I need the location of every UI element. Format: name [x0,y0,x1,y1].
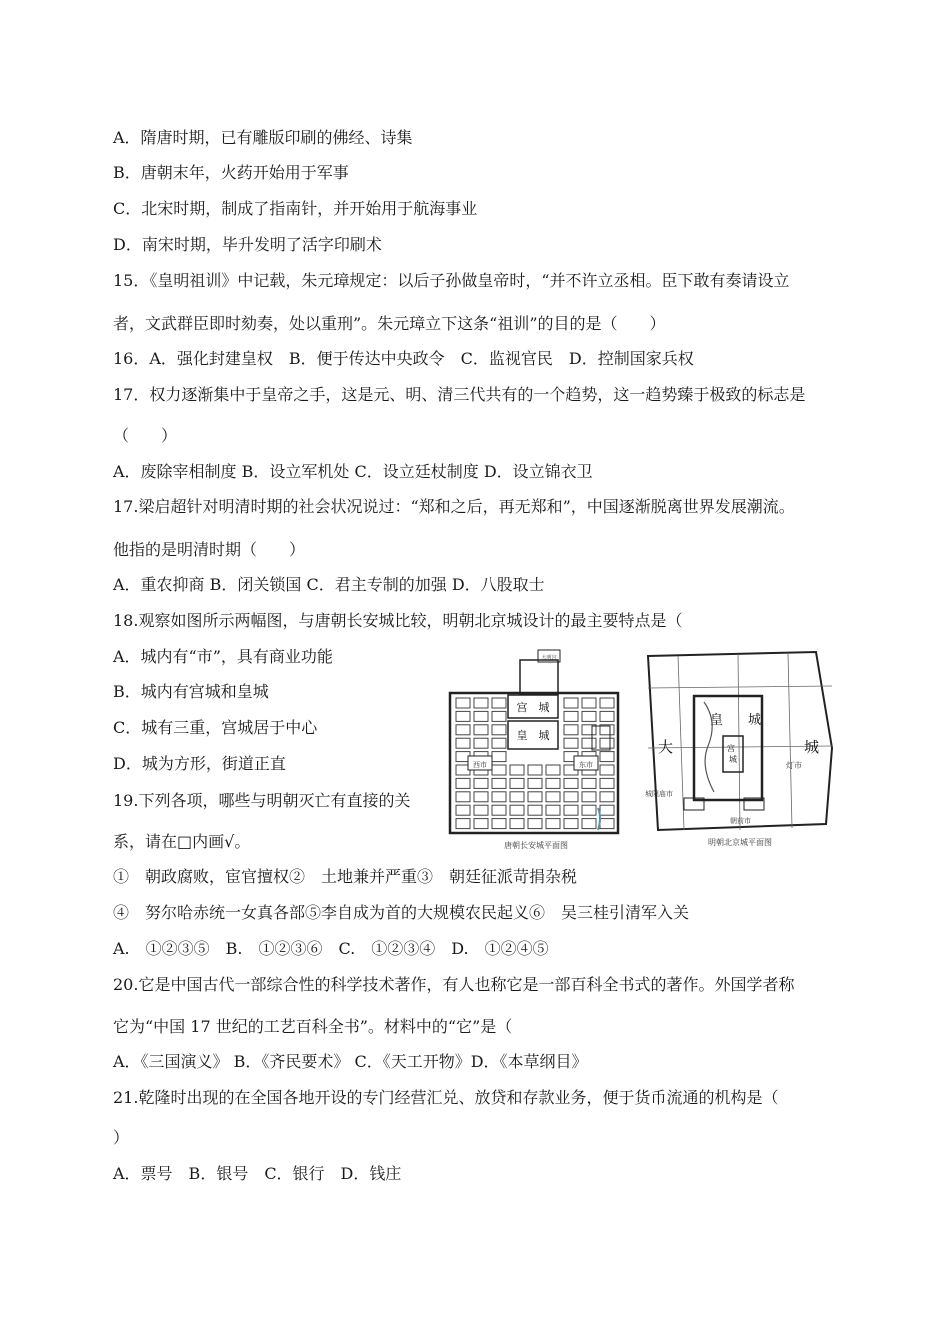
line-21c: A．票号 B．银号 C．银行 D．钱庄 [113,1164,402,1183]
beijing-cheng2-label: 城 [804,738,820,756]
city-block [600,738,614,748]
city-block [546,792,560,802]
beijing-da-label: 大 [658,738,674,756]
line-17b: （ ） [113,426,178,445]
city-block [600,765,614,775]
line-17e: 他指的是明清时期（ ） [113,540,306,559]
beijing-cheng1-label: 城 [748,713,762,728]
line-19e: A. ①②③⑤ B. ①②③⑥ C. ①②③④ D. ①②④⑤ [113,939,549,958]
changan-imperial-label: 皇 城 [516,729,550,742]
line-19c: ① 朝政腐败，宦官擅权② 土地兼并严重③ 朝廷征派苛捐杂税 [113,867,578,886]
city-block [600,805,614,815]
city-block [564,778,578,788]
line-18d: C．城有三重，宫城居于中心 [113,718,318,737]
city-block [456,711,470,721]
city-block [456,738,470,748]
city-block [600,698,614,708]
line-14b: B．唐朝末年，火药开始用于军事 [113,163,349,182]
changan-caption: 唐朝长安城平面图 [504,841,568,850]
city-block [546,765,560,775]
city-block [492,752,506,762]
city-block [564,805,578,815]
line-17f: A．重农抑商 B．闭关锁国 C．君主专制的加强 D．八股取士 [113,575,545,594]
city-block [492,765,506,775]
changan-top-label: 大明宫 [541,655,557,661]
city-block [564,792,578,802]
city-block [492,805,506,815]
line-14c: C．北宋时期，制成了指南针，并开始用于航海事业 [113,199,478,218]
city-block [546,819,560,829]
city-block [582,698,596,708]
city-block [474,738,488,748]
city-block [474,778,488,788]
city-block [564,725,578,735]
city-block [456,819,470,829]
city-block [474,805,488,815]
line-18e: D．城为方形，街道正直 [113,754,286,773]
changan-palace-label: 宫 城 [516,701,550,714]
city-block [510,805,524,815]
city-block [528,805,542,815]
city-block [582,778,596,788]
city-block [600,752,614,762]
city-block [600,792,614,802]
city-block [456,778,470,788]
city-block [564,738,578,748]
city-block [474,819,488,829]
city-block [582,819,596,829]
city-block [456,725,470,735]
city-block [546,805,560,815]
city-block [582,792,596,802]
line-14a: A．隋唐时期，已有雕版印刷的佛经、诗集 [113,128,413,147]
city-block [456,698,470,708]
line-16: 16．A．强化封建皇权 B．便于传达中央政令 C．监视官民 D．控制国家兵权 [113,349,694,368]
beijing-dengshi-label: 灯市 [786,761,802,770]
city-block [492,778,506,788]
changan-east-market-label: 东市 [579,761,593,769]
beijing-chaoqian-label: 朝前市 [730,817,751,825]
beijing-gong-label: 宫 [727,744,735,753]
city-block [600,711,614,721]
line-18c: B．城内有宫城和皇城 [113,682,269,701]
city-block [492,698,506,708]
line-18b: A．城内有“市”，具有商业功能 [113,647,333,666]
city-block [456,805,470,815]
line-21a: 21.乾隆时出现的在全国各地开设的专门经营汇兑、放贷和存款业务，便于货币流通的机构是（ [113,1088,779,1107]
line-20c: A．《三国演义》 B．《齐民要术》 C．《天工开物》D．《本草纲目》 [113,1052,588,1071]
city-block [492,725,506,735]
city-block [546,778,560,788]
line-14d: D．南宋时期，毕升发明了活字印刷术 [113,235,382,254]
line-19a: 19.下列各项，哪些与明朝灭亡有直接的关 [113,791,411,810]
line-19d: ④ 努尔哈赤统一女真各部⑤李自成为首的大规模农民起义⑥ 吴三桂引清军入关 [113,903,690,922]
line-15b: 者，文武群臣即时劾奏，处以重刑”。朱元璋立下这条“祖训”的目的是（ ） [113,314,666,333]
city-block [582,738,596,748]
city-block [528,792,542,802]
city-block [528,778,542,788]
city-block [564,711,578,721]
line-20b: 它为“中国 17 世纪的工艺百科全书”。材料中的“它”是（ [113,1017,513,1036]
city-block [600,778,614,788]
city-block [492,819,506,829]
line-17d: 17.梁启超针对明清时期的社会状况说过：“郑和之后，再无郑和”，中国逐渐脱离世界发展潮流。 [113,497,795,516]
city-block [510,792,524,802]
city-block [492,738,506,748]
line-21b: ） [113,1128,130,1147]
changan-west-market-label: 西市 [473,761,487,769]
city-block [456,792,470,802]
line-19b: 系，请在□内画√。 [113,832,251,851]
beijing-cheng3-label: 城 [729,755,737,764]
line-20a: 20.它是中国古代一部综合性的科学技术著作，有人也称它是一部百科全书式的著作。外国学者称 [113,975,795,994]
line-17c: A．废除宰相制度 B．设立军机处 C．设立廷杖制度 D．设立锦衣卫 [113,462,593,481]
city-block [474,725,488,735]
city-block [528,765,542,775]
city-block [510,778,524,788]
beijing-huang-label: 皇 [710,713,724,728]
beijing-chenghuangmiao-label: 城隍庙市 [645,790,673,798]
city-block [474,711,488,721]
city-block [510,765,524,775]
city-block [582,805,596,815]
city-block [528,819,542,829]
city-block [474,698,488,708]
line-15a: 15．《皇明祖训》中记载，朱元璋规定：以后子孙做皇帝时，“并不许立丞相。臣下敢有奏请设立 [113,271,790,290]
line-17a: 17．权力逐渐集中于皇帝之手，这是元、明、清三代共有的一个趋势，这一趋势臻于极致的标志是 [113,385,806,404]
city-block [600,819,614,829]
city-block [564,819,578,829]
city-block [510,819,524,829]
city-plan-figure [448,648,848,860]
city-block [582,711,596,721]
line-18a: 18.观察如图所示两幅图，与唐朝长安城比较，明朝北京城设计的最主要特点是（ [113,611,683,630]
city-block [492,711,506,721]
city-block [474,792,488,802]
city-block [492,792,506,802]
beijing-caption: 明朝北京城平面图 [708,838,772,847]
city-block [564,698,578,708]
